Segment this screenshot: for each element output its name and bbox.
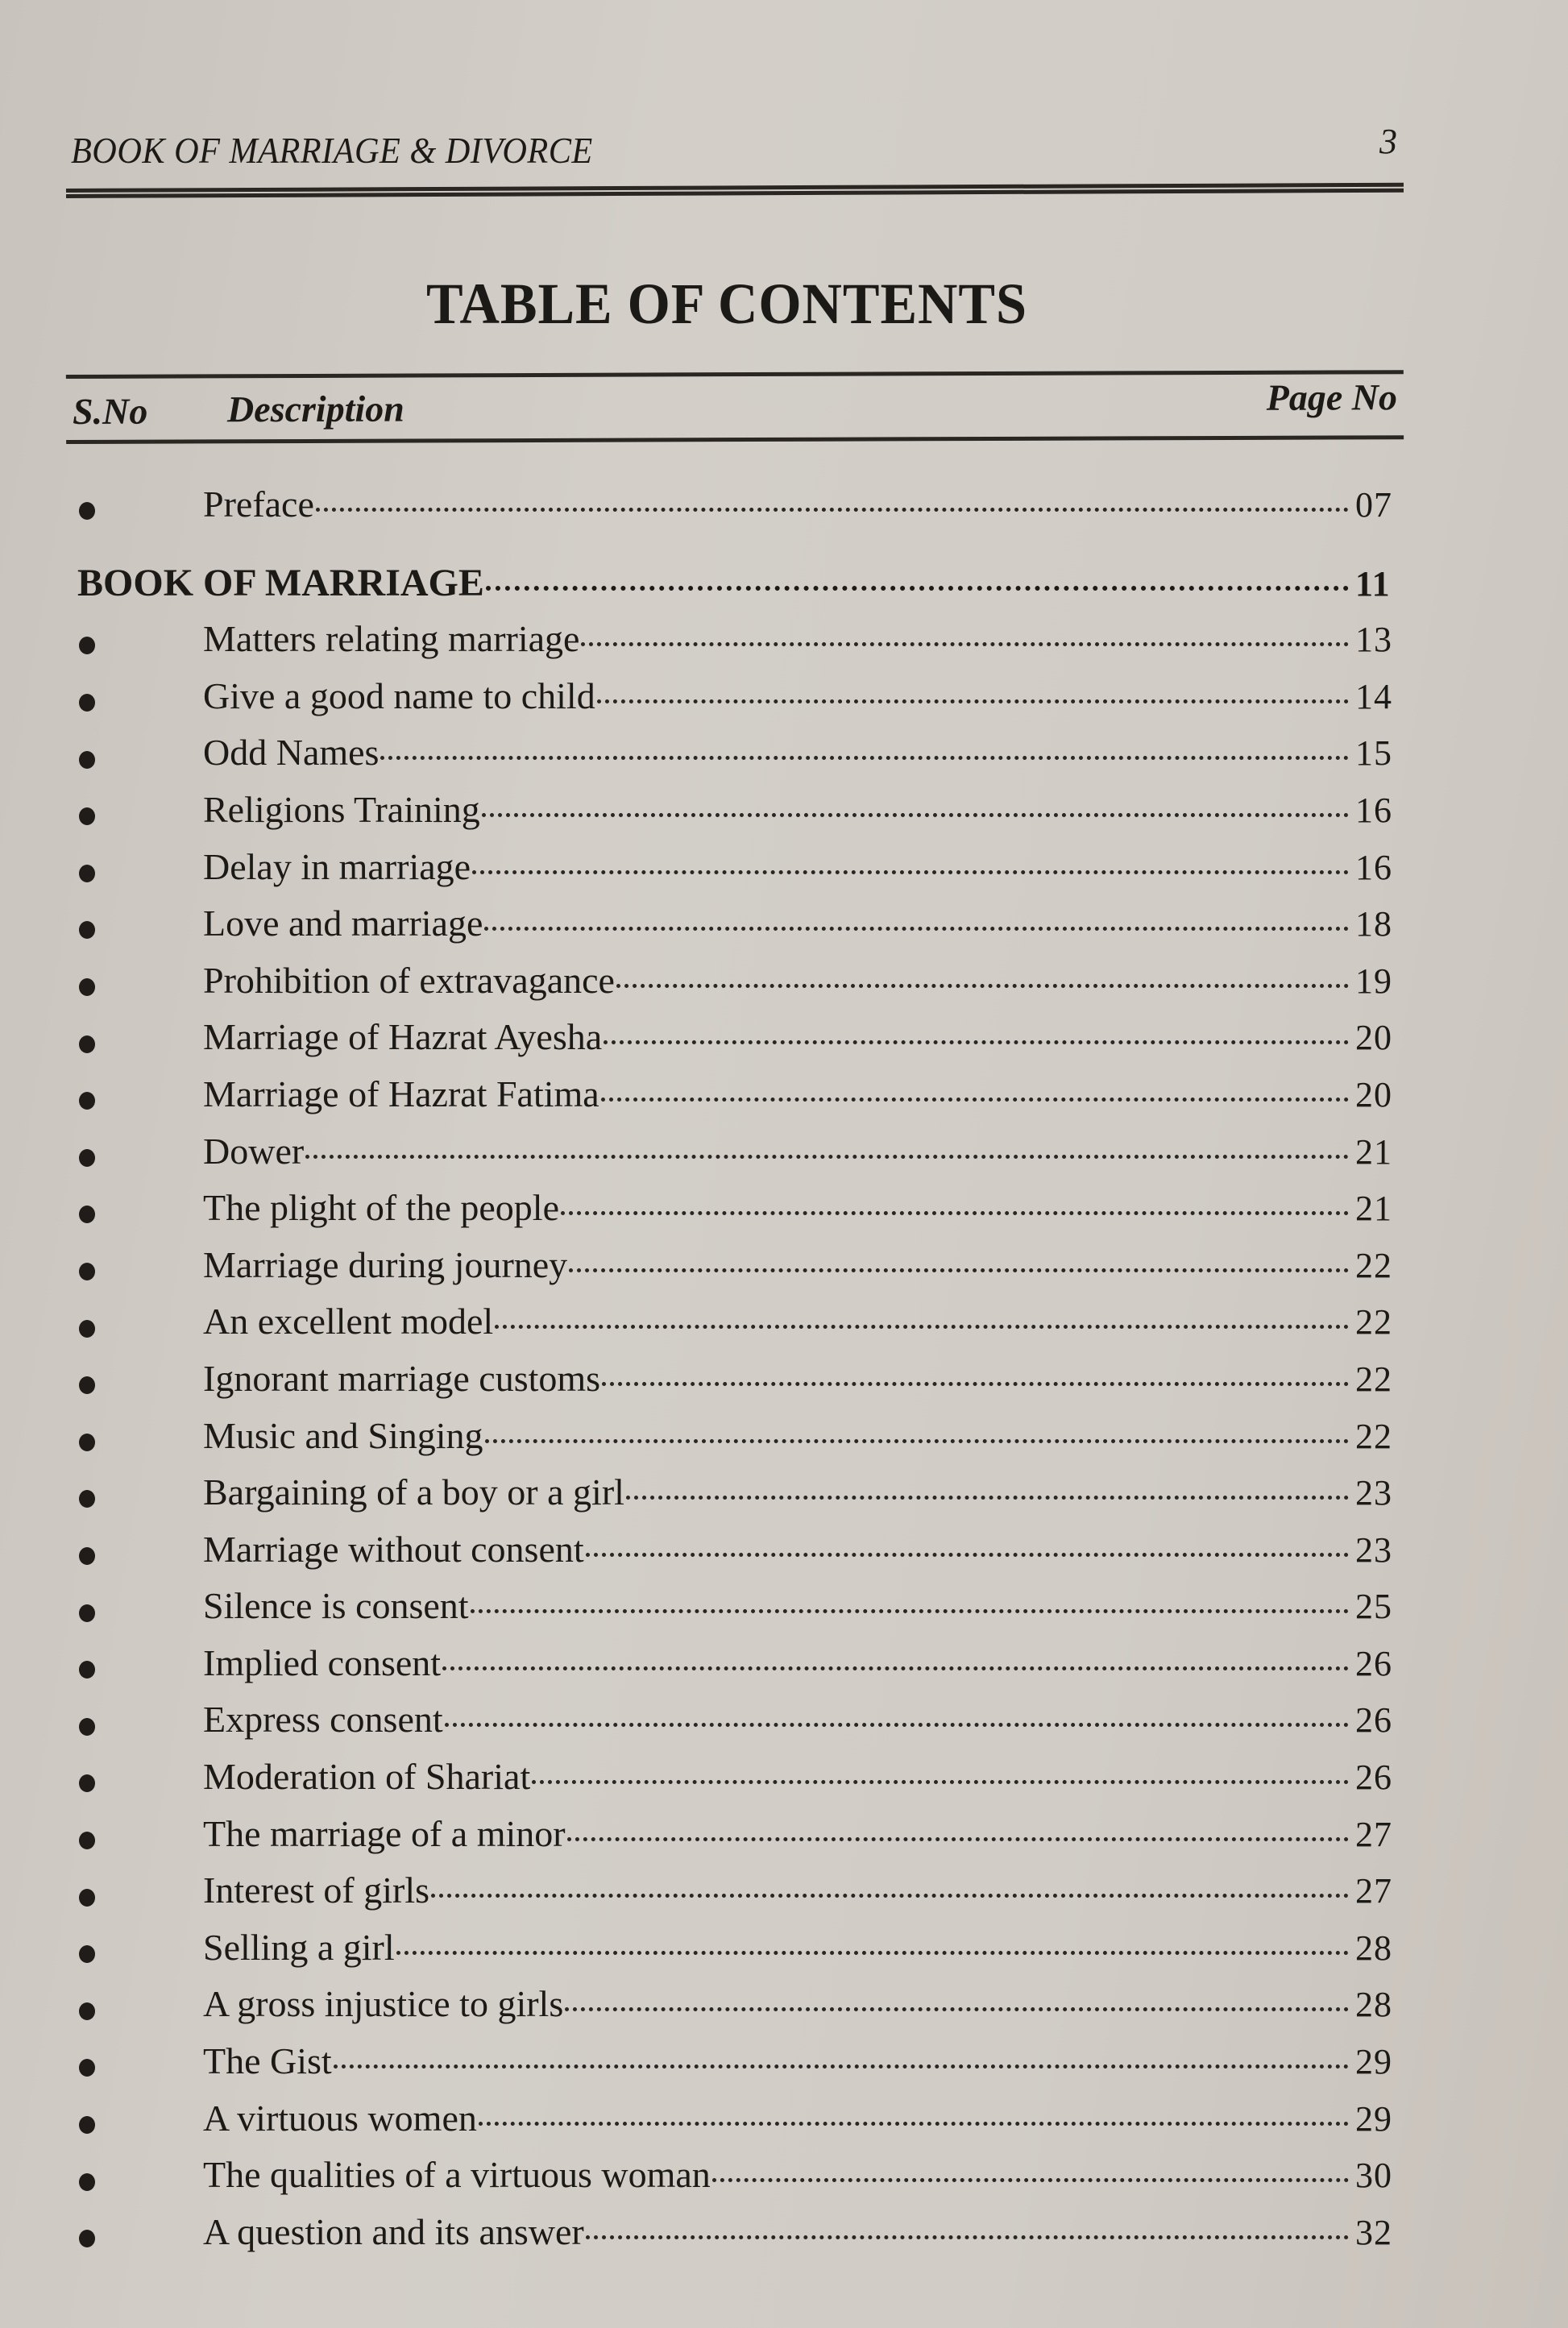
bullet-icon (79, 1035, 95, 1053)
toc-entry-title: Religions Training (203, 788, 480, 830)
toc-entry-title: Interest of girls (203, 1869, 430, 1911)
toc-entry-title: Marriage of Hazrat Ayesha (203, 1016, 603, 1058)
toc-entry[interactable] (66, 674, 1404, 732)
toc-entry-page: 19 (1355, 961, 1392, 1001)
dot-leader (567, 1837, 1349, 1841)
toc-entry-page: 26 (1355, 1643, 1392, 1683)
dot-leader (581, 642, 1349, 646)
bullet-icon (79, 1320, 95, 1338)
toc-entry-page: 18 (1355, 904, 1392, 944)
toc-entry-page: 30 (1355, 2156, 1392, 2196)
bullet-icon (79, 1945, 95, 1963)
toc-entry[interactable] (66, 1926, 1404, 1983)
bullet-icon (79, 1661, 95, 1679)
toc-entry-title: A virtuous women (203, 2097, 477, 2139)
dot-leader (565, 2007, 1349, 2011)
dot-leader (479, 2122, 1349, 2126)
toc-entry-page: 27 (1355, 1871, 1392, 1911)
dot-leader (472, 870, 1349, 874)
toc-entry-page: 14 (1355, 676, 1392, 716)
bullet-icon (79, 2059, 95, 2077)
running-head (66, 121, 1404, 177)
dot-leader (396, 1951, 1349, 1955)
toc-entry-page: 32 (1355, 2212, 1392, 2252)
toc-entry-title: Bargaining of a boy or a girl (203, 1471, 624, 1513)
dot-leader (431, 1894, 1349, 1898)
bullet-icon (79, 1832, 95, 1849)
toc-entry-page: 22 (1355, 1416, 1392, 1456)
bullet-icon (79, 1889, 95, 1907)
toc-entry-title: A gross injustice to girls (203, 1983, 564, 2025)
toc-entry[interactable] (66, 1528, 1404, 1585)
dot-leader (626, 1496, 1349, 1500)
bullet-icon (79, 2173, 95, 2191)
column-header (66, 370, 1404, 444)
toc-entry[interactable] (66, 1869, 1404, 1926)
toc-entry[interactable] (66, 1641, 1404, 1699)
bullet-icon (79, 637, 95, 654)
toc-entry-title: Moderation of Shariat (203, 1756, 531, 1798)
toc-entry-title: Love and marriage (203, 903, 483, 944)
toc-entry-page: 21 (1355, 1131, 1392, 1172)
toc-entry[interactable] (66, 1300, 1404, 1357)
dot-leader (485, 1439, 1349, 1443)
bullet-icon (79, 694, 95, 712)
toc-entry-page: 13 (1355, 620, 1392, 660)
dot-leader (482, 813, 1349, 817)
toc-entry-title: A question and its answer (203, 2210, 584, 2252)
toc-entry-page: 26 (1355, 1757, 1392, 1798)
toc-entry-title: Ignorant marriage customs (203, 1357, 601, 1399)
toc-entry[interactable] (66, 1073, 1404, 1130)
toc-entry-title: The qualities of a virtuous woman (203, 2154, 711, 2196)
toc-entry-page: 29 (1355, 2098, 1392, 2139)
toc-entry[interactable] (66, 483, 1404, 540)
toc-entry-title: Marriage of Hazrat Fatima (203, 1073, 599, 1114)
dot-leader (597, 699, 1349, 703)
toc-entry[interactable] (66, 1755, 1404, 1812)
column-header-sno: S.No (72, 390, 148, 432)
toc-entry-title: Selling a girl (203, 1926, 395, 1968)
toc-entry-title: Express consent (203, 1699, 443, 1741)
toc-entry-title: Silence is consent (203, 1585, 469, 1627)
toc-entry[interactable] (66, 731, 1404, 788)
toc-entry[interactable] (66, 1982, 1404, 2040)
running-head-title: BOOK OF MARRIAGE & DIVORCE (71, 130, 593, 171)
toc-entry-page: 16 (1355, 847, 1392, 887)
toc-entry-title: The plight of the people (203, 1187, 559, 1229)
toc-entry-title: An excellent model (203, 1301, 494, 1342)
bullet-icon (79, 1092, 95, 1110)
toc-entry-title: Give a good name to child (203, 674, 595, 716)
bullet-icon (79, 1604, 95, 1622)
toc-entry[interactable] (66, 845, 1404, 903)
bullet-icon (79, 502, 95, 520)
dot-leader (316, 508, 1349, 512)
toc-entry[interactable] (66, 788, 1404, 845)
dot-leader (569, 1268, 1349, 1272)
toc-entry[interactable] (66, 617, 1404, 674)
toc-entry-title: Implied consent (203, 1641, 442, 1683)
toc-entry-page: 22 (1355, 1359, 1392, 1399)
page-number: 3 (1379, 122, 1397, 161)
toc-entry-page: 22 (1355, 1245, 1392, 1285)
dot-leader (495, 1325, 1349, 1329)
bullet-icon (79, 865, 95, 882)
column-header-page: Page No (1266, 376, 1398, 418)
toc-entry-page: 23 (1355, 1473, 1392, 1513)
toc-entry-title: Matters relating marriage (203, 618, 580, 660)
toc-entry[interactable] (66, 1584, 1404, 1641)
toc-entry[interactable] (66, 1812, 1404, 1869)
bullet-icon (79, 751, 95, 769)
bullet-icon (79, 1774, 95, 1792)
toc-entry-title: Music and Singing (203, 1414, 483, 1456)
dot-leader (561, 1211, 1349, 1215)
toc-entry-title: The Gist (203, 2040, 332, 2082)
toc-entry-title: Marriage during journey (203, 1243, 568, 1285)
bullet-icon (79, 807, 95, 825)
toc-entry-title: Prohibition of extravagance (203, 959, 615, 1001)
dot-leader (616, 984, 1349, 988)
toc-entry-title: The marriage of a minor (203, 1812, 566, 1854)
toc-entry[interactable] (66, 1357, 1404, 1414)
toc-entry-page: 20 (1355, 1074, 1392, 1114)
dot-leader (712, 2178, 1349, 2182)
book-page (66, 121, 1404, 2267)
toc-entry[interactable] (66, 1698, 1404, 1755)
bullet-icon (79, 1434, 95, 1451)
dot-leader (484, 927, 1349, 931)
toc-entry[interactable] (66, 2153, 1404, 2210)
toc-entry-page: 20 (1355, 1018, 1392, 1058)
toc-entry[interactable] (66, 959, 1404, 1016)
dot-leader (442, 1666, 1349, 1670)
dot-leader (586, 2235, 1349, 2239)
page-title: TABLE OF CONTENTS (426, 272, 1027, 336)
bullet-icon (79, 2116, 95, 2134)
toc-entry-page: 07 (1355, 485, 1392, 525)
toc-entry[interactable] (66, 2040, 1404, 2097)
bullet-icon (79, 1263, 95, 1280)
dot-leader (532, 1780, 1349, 1784)
toc-entry-title: Delay in marriage (203, 845, 471, 887)
dot-leader (334, 2064, 1349, 2069)
toc-entry-page: 22 (1355, 1302, 1392, 1342)
bullet-icon (79, 1547, 95, 1565)
dot-leader (486, 586, 1349, 591)
toc-entry[interactable] (66, 1186, 1404, 1243)
toc-entry-title: Odd Names (203, 732, 380, 774)
dot-leader (586, 1553, 1349, 1557)
dot-leader (604, 1040, 1349, 1044)
toc-entry[interactable] (66, 902, 1404, 959)
bullet-icon (79, 1149, 95, 1167)
toc-entry-page: 25 (1355, 1587, 1392, 1627)
column-header-description: Description (226, 388, 404, 430)
dot-leader (305, 1155, 1349, 1159)
bullet-icon (79, 2002, 95, 2020)
dot-leader (601, 1098, 1349, 1102)
dot-leader (445, 1723, 1349, 1727)
bullet-icon (79, 978, 95, 996)
toc-entry-title: Preface (203, 483, 314, 525)
toc-entry-page: 28 (1355, 1928, 1392, 1968)
toc-section-heading[interactable] (66, 561, 1404, 618)
toc-entry[interactable] (66, 2097, 1404, 2154)
toc-entry[interactable] (66, 1243, 1404, 1301)
toc-entry[interactable] (66, 1015, 1404, 1073)
bullet-icon (79, 1205, 95, 1223)
toc-entry-page: 21 (1355, 1189, 1392, 1229)
header-double-rule (66, 183, 1404, 198)
dot-leader (380, 756, 1349, 760)
toc-entry-page: 15 (1355, 733, 1392, 774)
bullet-icon (79, 1490, 95, 1508)
toc-entry[interactable] (66, 1414, 1404, 1471)
toc-entry[interactable] (66, 2210, 1404, 2268)
dot-leader (471, 1609, 1349, 1613)
bullet-icon (79, 921, 95, 939)
toc-entry-page: 28 (1355, 1985, 1392, 2025)
toc-entry-page: 16 (1355, 790, 1392, 830)
toc-section-title: BOOK OF MARRIAGE (77, 561, 484, 604)
toc-entry-page: 29 (1355, 2042, 1392, 2082)
toc-list (66, 483, 1404, 2267)
toc-entry-page: 27 (1355, 1814, 1392, 1854)
toc-entry[interactable] (66, 1471, 1404, 1528)
toc-entry-page: 26 (1355, 1700, 1392, 1741)
toc-section-page: 11 (1355, 563, 1391, 604)
toc-entry-title: Dower (203, 1130, 305, 1172)
dot-leader (602, 1382, 1349, 1386)
bullet-icon (79, 1718, 95, 1736)
bullet-icon (79, 2230, 95, 2247)
toc-entry-page: 23 (1355, 1529, 1392, 1570)
toc-entry-title: Marriage without consent (203, 1528, 584, 1570)
toc-entry[interactable] (66, 1130, 1404, 1187)
bullet-icon (79, 1376, 95, 1394)
